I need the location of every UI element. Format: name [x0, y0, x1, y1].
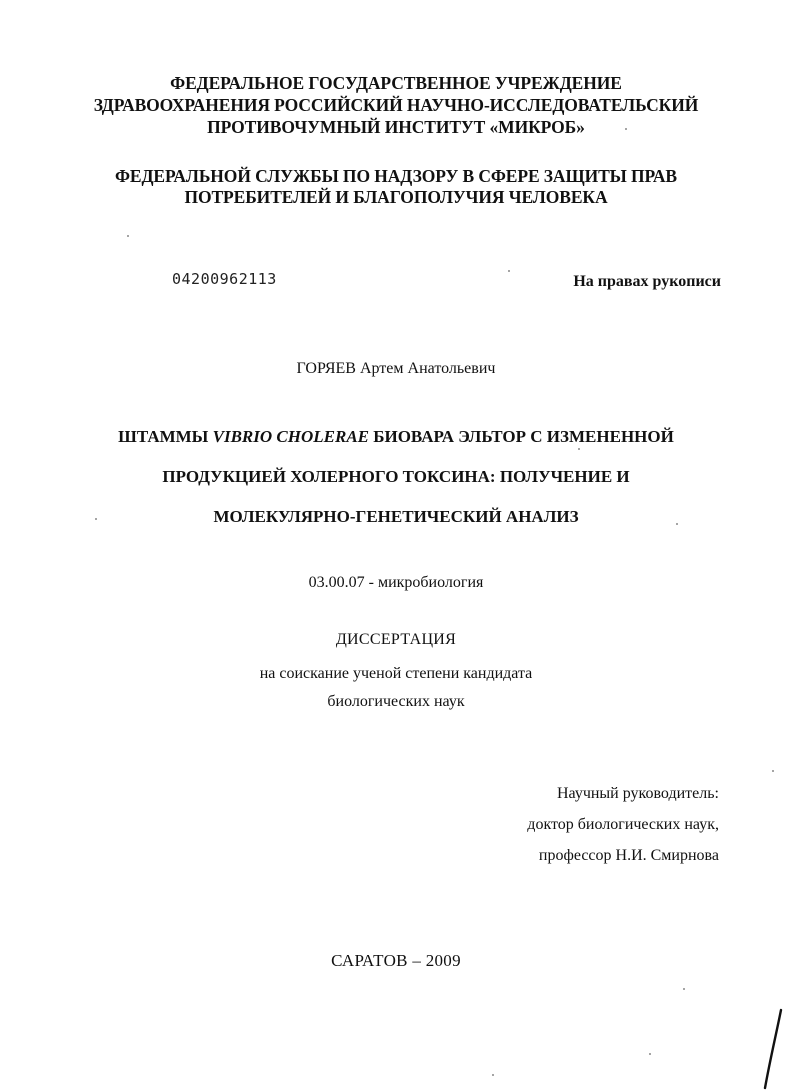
- document-number: 04200962113: [172, 270, 277, 288]
- title-line-2: ПРОДУКЦИЕЙ ХОЛЕРНОГО ТОКСИНА: ПОЛУЧЕНИЕ И: [162, 467, 630, 486]
- supervisor-line-1: Научный руководитель:: [556, 785, 719, 802]
- document-type: ДИССЕРТАЦИЯ: [335, 631, 457, 648]
- title-line-1-prefix: ШТАММЫ: [118, 427, 213, 446]
- institution-line-2: ЗДРАВООХРАНЕНИЯ РОССИЙСКИЙ НАУЧНО-ИССЛЕДОВАТЕЛЬСКИЙ: [93, 95, 699, 115]
- supervisor-line-3: профессор Н.И. Смирнова: [538, 847, 719, 864]
- institution-line-3: ПРОТИВОЧУМНЫЙ ИНСТИТУТ «МИКРОБ»: [207, 117, 585, 137]
- specialty-code: 03.00.07 - микробиология: [308, 574, 484, 591]
- title-line-3: МОЛЕКУЛЯРНО-ГЕНЕТИЧЕСКИЙ АНАЛИЗ: [213, 507, 579, 526]
- agency-line-2: ПОТРЕБИТЕЛЕЙ И БЛАГОПОЛУЧИЯ ЧЕЛОВЕКА: [184, 187, 608, 207]
- city-and-year: САРАТОВ – 2009: [331, 951, 461, 970]
- institution-line-1: ФЕДЕРАЛЬНОЕ ГОСУДАРСТВЕННОЕ УЧРЕЖДЕНИЕ: [170, 73, 622, 93]
- supervisor-line-2: доктор биологических наук,: [527, 816, 719, 833]
- degree-line-2: биологических наук: [327, 693, 465, 710]
- agency-line-1: ФЕДЕРАЛЬНОЙ СЛУЖБЫ ПО НАДЗОРУ В СФЕРЕ ЗАЩИТЫ ПРАВ: [114, 166, 678, 186]
- degree-line-1: на соискание ученой степени кандидата: [259, 665, 533, 682]
- manuscript-rights-note: На правах рукописи: [573, 273, 721, 290]
- title-line-1-suffix: БИОВАРА ЭЛЬТОР С ИЗМЕНЕННОЙ: [369, 427, 674, 446]
- species-name: VIBRIO CHOLERAE: [212, 427, 369, 446]
- author-name: ГОРЯЕВ Артем Анатольевич: [296, 360, 496, 377]
